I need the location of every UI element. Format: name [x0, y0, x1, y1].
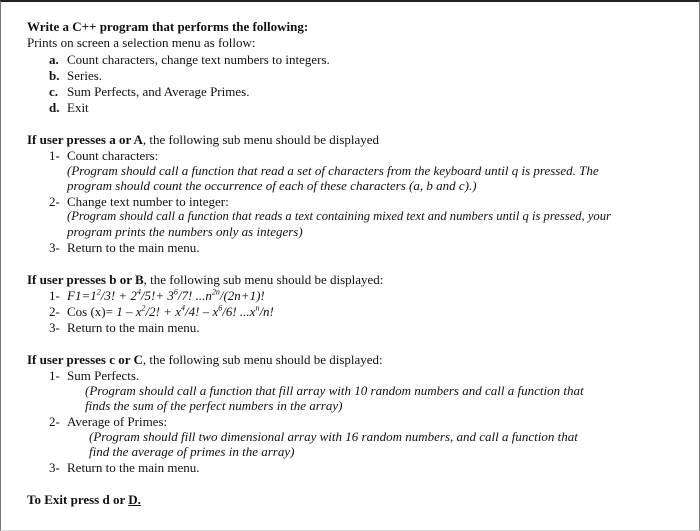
formula-exponent: 4	[136, 287, 141, 297]
item-text: Return to the main menu.	[67, 320, 200, 335]
item-text: Return to the main menu.	[67, 240, 200, 255]
menu-text: Exit	[67, 100, 89, 115]
formula-exponent: 2	[96, 287, 101, 297]
item-marker: 1-	[49, 288, 60, 303]
exit-instruction	[27, 492, 141, 507]
item-marker: 3-	[49, 240, 60, 255]
series-f1-formula	[67, 288, 265, 303]
menu-marker: c.	[49, 84, 59, 99]
section-a-item-3	[49, 240, 200, 255]
formula-exponent: 4	[181, 303, 185, 313]
item-marker: 1-	[49, 148, 60, 163]
section-a-heading-rest: , the following sub menu should be displayed	[142, 132, 380, 147]
item-marker: 1-	[49, 368, 60, 383]
formula-exponent: 2	[141, 303, 146, 313]
section-c-item-3	[49, 460, 200, 475]
section-b-item-2	[49, 304, 274, 319]
section-a-note-2-line-2: program prints the numbers only as integers)	[67, 224, 303, 239]
section-c-heading	[27, 352, 383, 367]
item-text: Sum Perfects.	[67, 368, 140, 383]
formula-exponent: 2n	[211, 287, 220, 297]
cos-series-formula	[113, 304, 274, 319]
menu-text: Series.	[67, 68, 103, 83]
cos-label: Cos (x)=	[67, 304, 113, 319]
section-a-item-1	[49, 148, 158, 163]
formula-part: 1 – x	[112, 304, 142, 319]
section-c-note-2-line-1: (Program should fill two dimensional array with 16 random numbers, and call a function that	[89, 429, 578, 444]
section-c-note-1-line-1: (Program should call a function that fill array with 10 random numbers and call a function that	[85, 383, 584, 398]
formula-part: /6! ...x	[222, 304, 256, 319]
section-b-heading-rest: , the following sub menu should be displayed:	[143, 272, 384, 287]
section-c-heading-rest: , the following sub menu should be displayed:	[142, 352, 383, 367]
formula-part: /5!+ 3	[140, 288, 174, 303]
formula-part: /3! + 2	[100, 288, 137, 303]
item-marker: 3-	[49, 320, 60, 335]
section-b-item-1	[49, 288, 265, 303]
menu-text: Sum Perfects, and Average Primes.	[67, 84, 250, 99]
section-c-note-1-line-2: finds the sum of the perfect numbers in the array)	[85, 398, 343, 413]
menu-text: Count characters, change text numbers to integers.	[67, 52, 330, 67]
item-text: Return to the main menu.	[67, 460, 200, 475]
section-c-heading-bold: If user presses c or C	[27, 352, 143, 367]
section-a-heading	[27, 132, 379, 147]
section-a-note-2-line-1: (Program should call a function that reads a text containing mixed text and numbers until q is pressed, your	[67, 209, 611, 223]
item-marker: 3-	[49, 460, 60, 475]
item-text: Average of Primes:	[67, 414, 168, 429]
formula-part: /2! + x	[145, 304, 181, 319]
section-c-note-2-line-2: find the average of primes in the array)	[89, 444, 295, 459]
menu-marker: a.	[49, 52, 59, 67]
section-b-heading	[27, 272, 383, 287]
section-a-note-1-line-1: (Program should call a function that read a set of characters from the keyboard until q is pressed. The	[67, 163, 599, 178]
formula-part: /7! ...n	[177, 288, 212, 303]
section-a-note-1-line-2: program should count the occurrence of each of these characters (a, b and c).)	[67, 178, 477, 193]
menu-marker: b.	[49, 68, 60, 83]
item-marker: 2-	[49, 414, 60, 429]
section-a-item-2	[49, 194, 229, 209]
formula-exponent: 6	[218, 303, 223, 313]
item-marker: 2-	[49, 304, 60, 319]
section-c-item-1	[49, 368, 139, 383]
assignment-subtitle: Prints on screen a selection menu as follow:	[27, 35, 256, 50]
formula-part: /(2n+1)!	[219, 288, 265, 303]
item-text: Count characters:	[67, 148, 159, 163]
section-c-item-2	[49, 414, 167, 429]
menu-item-c	[49, 84, 249, 99]
menu-item-d	[49, 100, 89, 115]
exit-key: D.	[128, 492, 141, 507]
section-a-heading-bold: If user presses a or A	[27, 132, 143, 147]
formula-part: /n!	[259, 304, 274, 319]
assignment-title: Write a C++ program that performs the following:	[27, 19, 309, 34]
section-b-heading-bold: If user presses b or B	[27, 272, 144, 287]
formula-part: /4! – x	[185, 304, 219, 319]
item-text: Change text number to integer:	[67, 194, 229, 209]
exit-text: To Exit press d or	[27, 492, 129, 507]
formula-exponent: 6	[173, 287, 178, 297]
item-marker: 2-	[49, 194, 60, 209]
menu-marker: d.	[49, 100, 60, 115]
menu-item-b	[49, 68, 102, 83]
menu-item-a	[49, 52, 330, 67]
formula-exponent: n	[255, 303, 260, 313]
section-b-item-3	[49, 320, 200, 335]
formula-part: F1=1	[67, 288, 97, 303]
